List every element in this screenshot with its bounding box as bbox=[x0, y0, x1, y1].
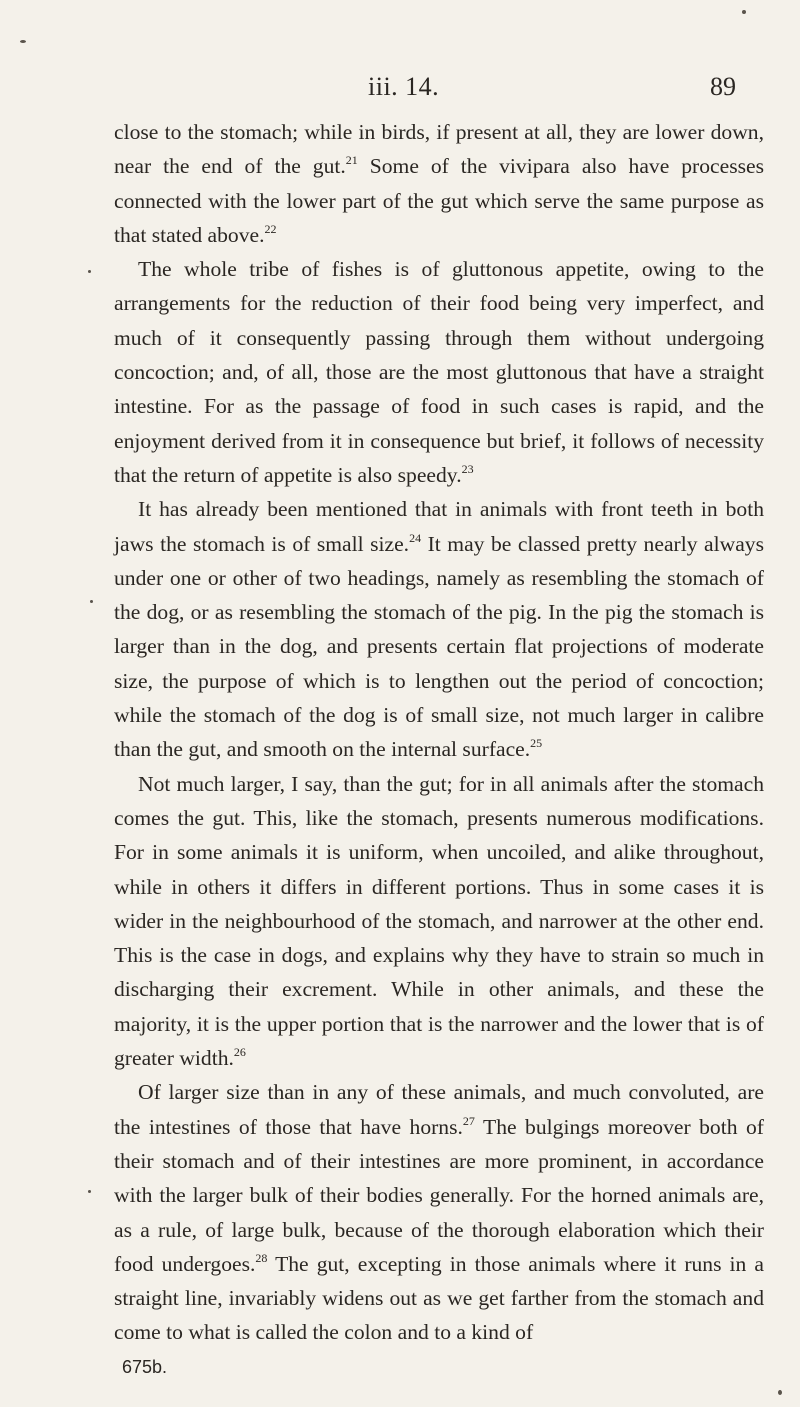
paragraph bbox=[114, 492, 764, 766]
body-text bbox=[114, 115, 764, 1350]
footnote-marker: 28 bbox=[255, 1250, 268, 1265]
footnote-marker: 26 bbox=[233, 1045, 246, 1060]
paragraph bbox=[114, 115, 764, 252]
footnote-marker: 25 bbox=[530, 736, 543, 751]
text-run: close to the stomach; while in birds, if present at all, they are lower down, near the end of the gut. bbox=[114, 120, 764, 179]
scan-speck bbox=[742, 10, 746, 14]
text-run: The gut, excepting in those animals where it runs in a straight line, invariably widens out as we get farther from the stomach and come to what is called the colon and to a kind of bbox=[114, 1251, 764, 1345]
text-run: Of larger size than in any of these animals, and much convoluted, are the intestines of those that have horns. bbox=[114, 1080, 764, 1139]
text-run: Some of the vivipara also have processes connected with the lower part of the gut which serve the same purpose as that stated above. bbox=[114, 154, 764, 247]
scan-speck bbox=[88, 270, 91, 273]
footnote-marker: 24 bbox=[409, 530, 422, 545]
footnote-marker: 23 bbox=[461, 461, 474, 476]
text-run: It may be classed pretty nearly always under one or other of two headings, namely as resembling the stomach of the dog, or as resembling the stomach of the pig. In the pig the stomach is larger than in the dog, and presents certain flat projections of moderate size, the purpose of which is to lengthen out the period of concoction; while the stomach of the dog is of small size, not much larger in calibre than the gut, and smooth on the internal surface. bbox=[114, 531, 764, 762]
paragraph bbox=[114, 1075, 764, 1349]
scan-speck bbox=[90, 600, 93, 603]
text-run: Not much larger, I say, than the gut; for in all animals after the stomach comes the gut. This, like the stomach, presents numerous modifications. For in some animals it is uniform, when uncoiled, and alike throughout, while in others it differs in different portions. Thus in some cases it is wider in the neighbourhood of the stomach, and narrower at the other end. This is the case in dogs, and explains why they have to strain so much in discharging their excrement. While in other animals, and these the majority, it is the upper portion that is the narrower and the lower that is of greater width. bbox=[114, 771, 764, 1071]
footnote-marker: 21 bbox=[345, 153, 358, 168]
scan-speck bbox=[88, 1190, 91, 1193]
section-mark: iii. 14. bbox=[368, 72, 440, 101]
page-number: 89 bbox=[710, 72, 736, 101]
text-run: The whole tribe of fishes is of gluttonous appetite, owing to the arrangements for the reduction of their food being very imperfect, and much of it consequently passing through them without undergoing concoction; and, of all, those are the most gluttonous that have a straight intestine. For as the passage of food in such cases is rapid, and the enjoyment derived from it in consequence but brief, it follows of necessity that the return of appetite is also speedy. bbox=[114, 257, 764, 487]
footnote-marker: 27 bbox=[462, 1113, 475, 1128]
paragraph bbox=[114, 767, 764, 1076]
paragraph bbox=[114, 252, 764, 492]
scan-speck bbox=[778, 1390, 782, 1395]
signature-mark: 675b. bbox=[122, 1357, 168, 1377]
text-run: The bulgings moreover both of their stomach and of their intestines are more prominent, in accordance with the larger bulk of their bodies generally. For the horned animals are, as a rule, of large bulk, because of the thorough elaboration which their food undergoes. bbox=[114, 1114, 764, 1276]
page-header bbox=[0, 72, 800, 112]
text-run: It has already been mentioned that in animals with front teeth in both jaws the stomach is of small size. bbox=[114, 497, 764, 556]
footnote-marker: 22 bbox=[264, 221, 277, 236]
scan-speck bbox=[20, 40, 26, 43]
